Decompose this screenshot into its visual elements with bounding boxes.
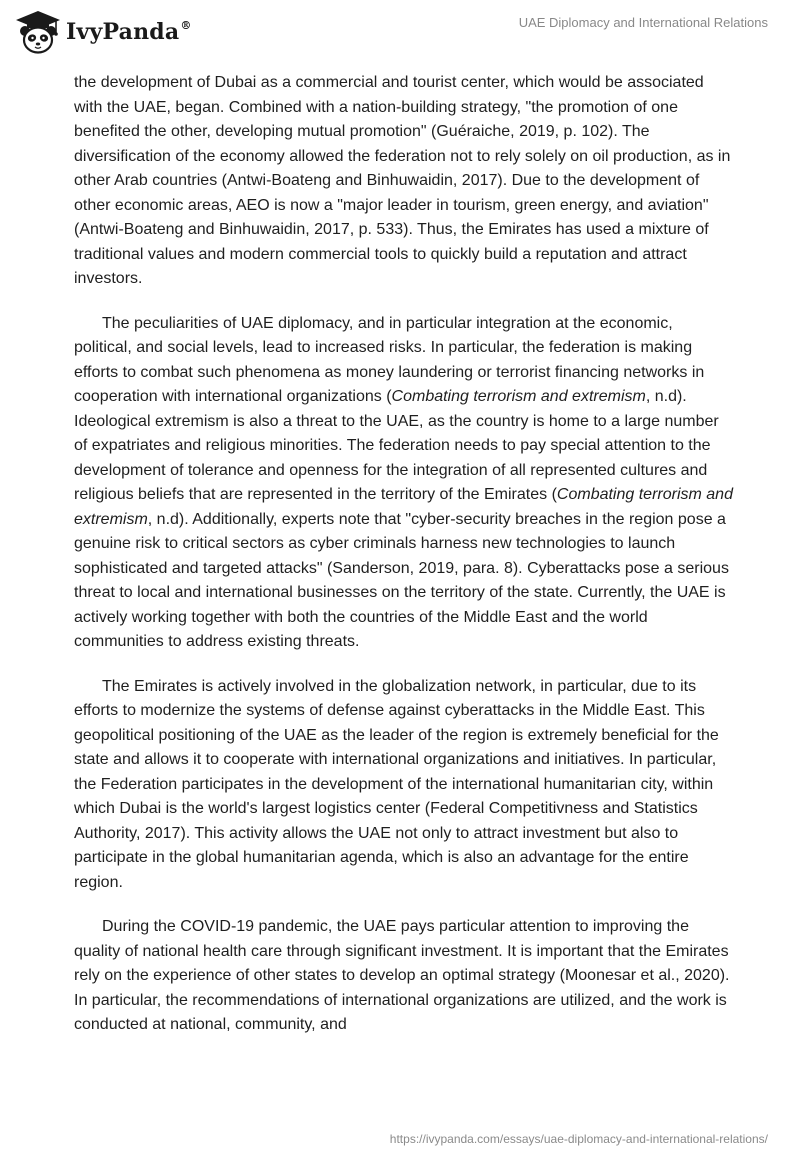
page-header (0, 0, 800, 64)
cited-title: Combating terrorism and extremism (74, 486, 733, 528)
paragraph (74, 312, 734, 655)
paragraph-text: The peculiarities of UAE diplomacy, and in particular integration at the economic, political, and social levels, lead to increased risks. In particular, the federation is making efforts to combat such phenomena as money laundering or terrorist financing networks in cooperation with international organizations ( (74, 314, 705, 405)
paragraph-text: , n.d). Ideological extremism is also a threat to the UAE, as the country is home to a large number of expatriates and religious minorities. The federation needs to pay special attention to the development of tolerance and openness for the integration of all represented cultures and religious beliefs that are represented in the territory of the Emirates ( (74, 388, 719, 503)
brand-logo[interactable] (14, 8, 192, 56)
document-title: UAE Diplomacy and International Relations (518, 15, 768, 30)
brand-name-text: IvyPanda (66, 19, 180, 45)
panda-graduate-icon (14, 9, 62, 55)
brand-name (66, 19, 192, 45)
cited-title: Combating terrorism and extremism (391, 388, 646, 405)
paragraph-text: During the COVID-19 pandemic, the UAE pays particular attention to improving the quality of national health care through significant investment. It is important that the Emirates rely on the experience of other states to develop an optimal strategy (Moonesar et al., 2020). In particular, the recommendations of international organizations are utilized, and the work is conducted at national, community, and (74, 918, 730, 1033)
registered-mark: ® (180, 19, 192, 32)
paragraph-text: the development of Dubai as a commercial and tourist center, which would be associated with the UAE, began. Combined with a nation-building strategy, "the promotion of one benefited the other, developing mutual promotion" (Guéraiche, 2019, p. 102). The diversification of the economy allowed the federation not to rely solely on oil production, as in other Arab countries (Antwi-Boateng and Binhuwaidin, 2017). Due to the development of other economic areas, AEO is now a "major leader in tourism, green energy, and aviation" (Antwi-Boateng and Binhuwaidin, 2017, p. 533). Thus, the Emirates has used a mixture of traditional values and modern commercial tools to quickly build a reputation and attract investors. (74, 74, 731, 287)
source-url[interactable]: https://ivypanda.com/essays/uae-diplomacy-and-international-relations/ (389, 1132, 768, 1146)
paragraph-text: , n.d). Additionally, experts note that "cyber-security breaches in the region pose a genuine risk to critical sectors as cyber criminals harness new technologies to launch sophisticated and targeted attacks" (Sanderson, 2019, para. 8). Cyberattacks pose a serious threat to local and international businesses on the territory of the state. Currently, the UAE is actively working together with both the countries of the Middle East and the world communities to address existing threats. (74, 510, 729, 650)
paragraph (74, 71, 734, 292)
paragraph (74, 915, 734, 1038)
paragraph (74, 675, 734, 896)
paragraph-text: The Emirates is actively involved in the globalization network, in particular, due to its efforts to modernize the systems of defense against cyberattacks in the Middle East. This geopolitical positioning of the UAE as the leader of the region is extremely beneficial for the state and allows it to cooperate with international organizations and initiatives. In particular, the Federation participates in the development of the international humanitarian city, within which Dubai is the world's largest logistics center (Federal Competitivness and Statistics Authority, 2017). This activity allows the UAE not only to attract investment but also to participate in the global humanitarian agenda, which is also an advantage for the entire region. (74, 677, 719, 891)
essay-body (74, 71, 734, 1058)
